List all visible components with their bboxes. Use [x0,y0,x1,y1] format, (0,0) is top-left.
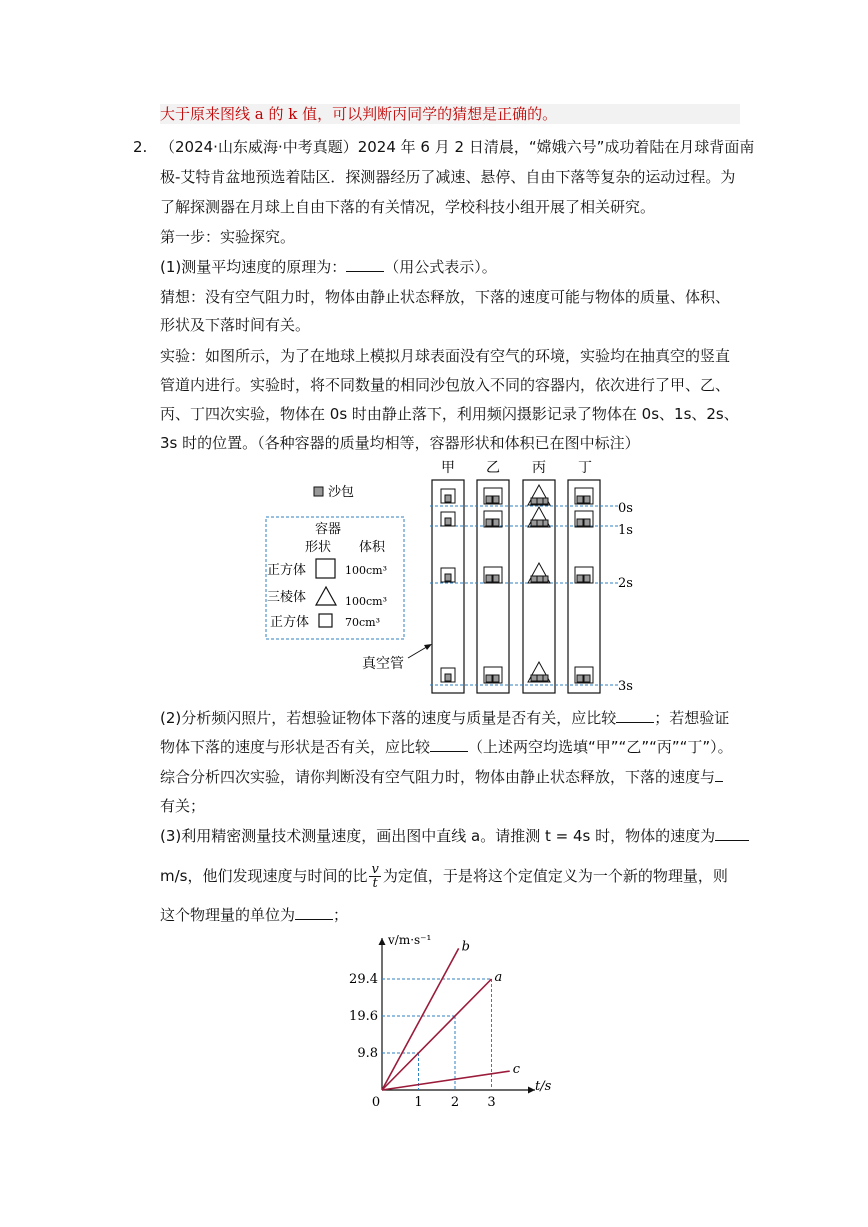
column-heading-jia: 甲 [441,460,455,476]
experiment-3: 丙、丁四次实验，物体在 0s 时由静止落下，利用频闪摄影记录了物体在 0s、1s、2s、 [160,405,739,423]
answer-blank-mass[interactable] [616,708,654,723]
x-tick-2: 2 [450,1095,460,1110]
experiment-1: 实验：如图所示，为了在地球上模拟月球表面没有空气的环境，实验均在抽真空的竖直 [160,347,731,365]
velocity-time-chart [330,930,560,1115]
sandbag-legend-label: 沙包 [328,485,355,500]
experiment-figure [250,455,650,700]
part-1 [160,257,497,277]
part-2-text-e: 综合分析四次实验，请你判断没有空气阻力时，物体由静止状态释放，下落的速度与 [160,768,716,786]
time-label-0s: 0s [618,501,633,516]
fraction-numerator: v [371,862,379,877]
series-label-a: a [494,970,503,985]
prism-icon [316,587,336,605]
part-3-text-e: ； [333,906,349,924]
part-3-line-2 [160,862,728,890]
part-2-text-c: 物体下落的速度与形状是否有关，应比较 [160,738,431,756]
question-intro-1 [160,137,754,157]
x-tick-3: 3 [487,1095,496,1110]
fraction-denominator: t [372,876,378,891]
x-axis-label: t/s [535,1079,552,1094]
x-tick-1: 1 [414,1095,423,1110]
tick-labels [349,972,496,1110]
answer-blank-factor[interactable] [715,767,723,782]
time-label-2s: 2s [618,576,633,591]
arrow-head [424,644,432,650]
sandbag-legend-icon [314,487,323,496]
legend-shape-cube-small: 正方体 [270,615,310,630]
experiment-2: 管道内进行。实验时，将不同数量的相同沙包放入不同的容器内，依次进行了甲、乙、 [160,376,731,394]
volume-column-header: 体积 [358,540,386,555]
previous-answer: 大于原来图线 a 的 k 值，可以判断丙同学的猜想是正确的。 [160,104,740,124]
guess-1: 猜想：没有空气阻力时，物体由静止状态释放，下落的速度可能与物体的质量、体积、 [160,288,731,306]
column-heading-ding: 丁 [578,460,592,476]
part-3-line-1 [160,826,749,846]
part-2-text-b: ；若想验证 [654,709,730,727]
series-label-b: b [461,939,470,955]
guess-2: 形状及下落时间有关。 [160,316,311,334]
part-3-text-a: (3)利用精密测量技术测量速度，画出图中直线 a。请推测 t = 4s 时，物体的速度为 [160,827,716,845]
answer-blank-shape[interactable] [430,737,468,752]
part-1-text: (1)测量平均速度的原理为： [160,258,347,276]
part-3-text-d: 这个物理量的单位为 [160,906,296,924]
velocity-time-fraction [369,863,380,890]
time-label-3s: 3s [618,679,633,694]
y-tick-19.6: 19.6 [349,1009,378,1024]
experiment-4: 3s 时的位置。（各种容器的质量均相等，容器形状和体积已在图中标注） [160,434,640,452]
container-legend-title: 容器 [314,522,342,537]
question-intro-3: 了解探测器在月球上自由下落的有关情况，学校科技小组开展了相关研究。 [160,198,656,216]
series-line-b [382,948,459,1090]
question-source: （2024·山东威海·中考真题） [160,138,358,156]
legend-shape-prism: 三棱体 [267,590,307,605]
series-label-c: c [512,1062,521,1078]
series-lines [382,939,521,1090]
y-axis-label: v/m·s⁻¹ [388,933,432,947]
part-2-text-d: （上述两空均选填“甲”“乙”“丙”“丁”）。 [468,738,733,756]
question-intro-2: 极-艾特肯盆地预选着陆区．探测器经历了减速、悬停、自由下落等复杂的运动过程。为 [160,168,736,186]
legend-volume-prism: 100cm³ [345,595,387,608]
container-jia [441,489,455,682]
container-yi [484,488,502,683]
x-tick-0: 0 [371,1095,381,1110]
series-line-c [382,1071,510,1090]
step-one-heading: 第一步：实验探究。 [160,228,296,246]
answer-blank-velocity[interactable] [715,826,749,841]
cube-large-icon [316,559,335,578]
time-label-1s: 1s [618,523,633,538]
part-2-line-2 [160,737,733,757]
shape-column-header: 形状 [304,540,332,555]
column-heading-yi: 乙 [486,460,500,476]
container-ding [575,488,593,683]
part-2-text-a: (2)分析频闪照片，若想验证物体下落的速度与质量是否有关，应比较 [160,709,617,727]
legend-shape-cube-large: 正方体 [267,563,307,578]
legend-volume-cube-small: 70cm³ [345,616,380,629]
container-bing [528,485,550,682]
column-heading-bing: 丙 [532,460,546,476]
time-guides [430,506,618,685]
answer-blank-unit[interactable] [295,905,333,920]
legend-volume-cube-large: 100cm³ [345,564,387,577]
vacuum-tube-label: 真空管 [362,656,404,672]
y-tick-29.4: 29.4 [349,972,378,987]
cube-small-icon [319,614,332,627]
question-number: 2. [133,138,148,156]
answer-blank-formula[interactable] [346,257,384,272]
part-2-line-4: 有关； [160,797,206,815]
part-3-text-b: m/s，他们发现速度与时间的比 [160,867,368,885]
part-3-text-c: 为定值，于是将这个定值定义为一个新的物理量，则 [382,867,728,885]
part-2-line-1 [160,708,729,728]
series-line-a [382,979,492,1090]
intro-text: 2024 年 6 月 2 日清晨，“嫦娥六号”成功着陆在月球背面南 [357,138,755,156]
part-3-line-3 [160,905,348,925]
y-tick-9.8: 9.8 [357,1046,378,1061]
part-2-line-3 [160,767,723,787]
part-1-hint: （用公式表示）。 [384,258,497,276]
